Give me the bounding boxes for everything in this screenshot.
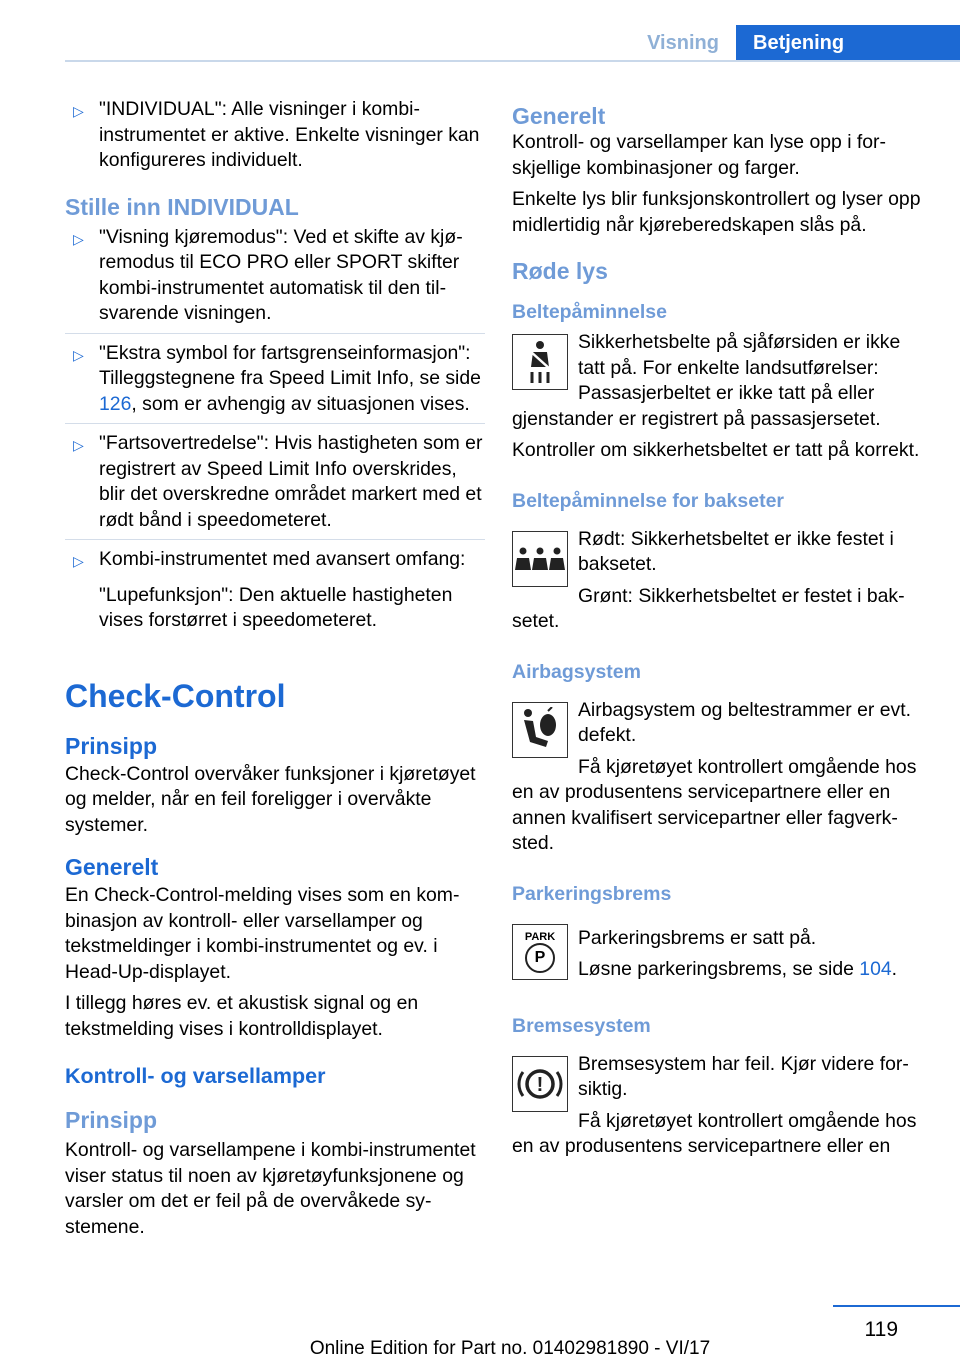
triangle-bullet-icon: ▷ [73, 230, 84, 247]
heading-parkeringsbrems: Parkeringsbrems [512, 882, 672, 905]
entry-parking-brake [512, 920, 932, 989]
entry-rear-seatbelt [512, 527, 932, 635]
heading-kontroll-varsellamper: Kontroll- og varsellamper [65, 1064, 326, 1088]
seatbelt-icon [512, 334, 568, 390]
triangle-bullet-icon: ▷ [73, 553, 84, 569]
paragraph-prinsipp-2: Kontroll- og varsellampene i kombi-instrumentet viser status til noen av kjøretøyfunksjonene og varsler om det er feil på de overvåkede systemene. [65, 1139, 476, 1238]
paragraph-generelt-1: En Check-Control-melding vises som en kombinasjon av kontroll- eller varsellamper og tekstmeldinger i kombi-instrumentet og ev. i Head-Up-displayet. [65, 884, 460, 983]
list-item: ▷ "Visning kjøremodus": Ved et skifte av kjøremodus til ECO PRO eller SPORT skifter kombi-instrumentet automatisk til den tilsvarende visningen. [65, 225, 485, 334]
heading-prinsipp: Prinsipp [65, 732, 158, 759]
heading-generelt: Generelt [65, 854, 159, 880]
heading-rode-lys: Røde lys [512, 258, 608, 284]
list-item: ▷ "INDIVIDUAL": Alle visninger i kombiinstrumentet er aktive. Enkelte visninger kan konfigureres individuelt. [73, 98, 480, 171]
paragraph-generelt-right-2: Enkelte lys blir funksjonskontrollert og lyser opp midlertidig når kjøreberedskapen slås på. [512, 188, 921, 236]
page-link-104[interactable]: 104 [859, 958, 892, 980]
paragraph-generelt-2: I tillegg høres ev. et akustisk signal og en tekstmelding vises i kontrolldisplayet. [65, 992, 419, 1040]
list-item: ▷ Kombi-instrumentet med avansert omfang: "Lupefunksjon": Den aktuelle hastigheten vises forstørret i speedometeret. [65, 547, 485, 640]
heading-bremsesystem: Bremsesystem [512, 1014, 651, 1037]
tab-visning[interactable]: Visning [647, 32, 719, 54]
paragraph-park-1: Parkeringsbrems er satt på. [578, 926, 817, 949]
header-divider [65, 60, 960, 62]
entry-brake-system [512, 1052, 932, 1160]
paragraph-air-2: Få kjøretøyet kontrollert omgående hos en av produsentens servicepartnere eller en annen kvalifisert servicepartner eller fagverksted. [512, 755, 917, 854]
right-column [512, 97, 932, 1166]
triangle-bullet-icon: ▷ [73, 346, 84, 363]
triangle-bullet-icon: ▷ [73, 437, 84, 453]
footer-divider [833, 1305, 960, 1307]
parking-brake-icon: PARK P [512, 924, 568, 980]
paragraph-brems-1: Bremsesystem har feil. Kjør videre forsiktig. [578, 1052, 909, 1100]
entry-seatbelt [512, 330, 932, 464]
page-link-126[interactable]: 126 [99, 392, 132, 415]
bullet-list-individual [65, 97, 485, 180]
heading-generelt-right: Generelt [512, 103, 606, 129]
airbag-icon [512, 702, 568, 758]
left-column [65, 97, 485, 1246]
page-number: 119 [864, 1318, 898, 1341]
paragraph-prinsipp: Check-Control overvåker funksjoner i kjøretøyet og melder, når en feil foreligger i overvåkte systemer. [65, 762, 476, 836]
rear-seatbelt-icon [512, 531, 568, 587]
paragraph-park-2: Løsne parkeringsbrems, se side 104. [578, 958, 898, 980]
bullet-list-stille [65, 225, 485, 640]
footer-edition: Online Edition for Part no. 01402981890 - VI/17 [309, 1338, 711, 1359]
heading-check-control: Check-Control [65, 677, 286, 714]
tab-betjening[interactable]: Betjening [736, 25, 960, 62]
paragraph-belte-1: Sikkerhetsbelte på sjåførsiden er ikke tatt på. For enkelte landsutførelser: Passasjerbeltet er ikke tatt på eller gjenstander er registrert på passasjersetet. [512, 331, 901, 430]
paragraph-bak-2: Grønt: Sikkerhetsbeltet er festet i baksetet. [512, 584, 905, 632]
list-item: ▷ "Ekstra symbol for fartsgrenseinformasjon": Tilleggstegnene fra Speed Limit Info, se side 126, som er avhengig av situasjonen vises. [65, 341, 485, 425]
list-item-extra: "Lupefunksjon": Den aktuelle hastigheten vises forstørret i speedometeret. [99, 583, 453, 631]
triangle-bullet-icon: ▷ [73, 103, 84, 119]
brake-system-icon [512, 1056, 568, 1112]
page-header [0, 0, 960, 62]
entry-airbag [512, 698, 932, 857]
paragraph-generelt-right-1: Kontroll- og varsellamper kan lyse opp i forskjellige kombinasjoner og farger. [512, 131, 886, 179]
list-item: ▷ "Fartsovertredelse": Hvis hastigheten som er registrert av Speed Limit Info overskrides, blir det overskredne området markert med et rødt bånd i speedometeret. [65, 431, 485, 540]
paragraph-bak-1: Rødt: Sikkerhetsbeltet er ikke festet i baksetet. [578, 527, 894, 575]
heading-stille-inn: Stille inn INDIVIDUAL [65, 193, 299, 220]
paragraph-belte-2: Kontroller om sikkerhetsbeltet er tatt på korrekt. [512, 439, 920, 461]
heading-belte-bakseter: Beltepåminnelse for bakseter [512, 489, 785, 512]
paragraph-brems-2: Få kjøretøyet kontrollert omgående hos en av produsentens servicepartnere eller en [512, 1109, 917, 1157]
heading-airbagsystem: Airbagsystem [512, 660, 641, 683]
heading-prinsipp-2: Prinsipp [65, 1107, 158, 1133]
svg-text:!: ! [536, 1073, 544, 1096]
paragraph-air-1: Airbagsystem og beltestrammer er evt. defekt. [578, 698, 911, 746]
heading-beltepaminnelse: Beltepåminnelse [512, 301, 667, 323]
